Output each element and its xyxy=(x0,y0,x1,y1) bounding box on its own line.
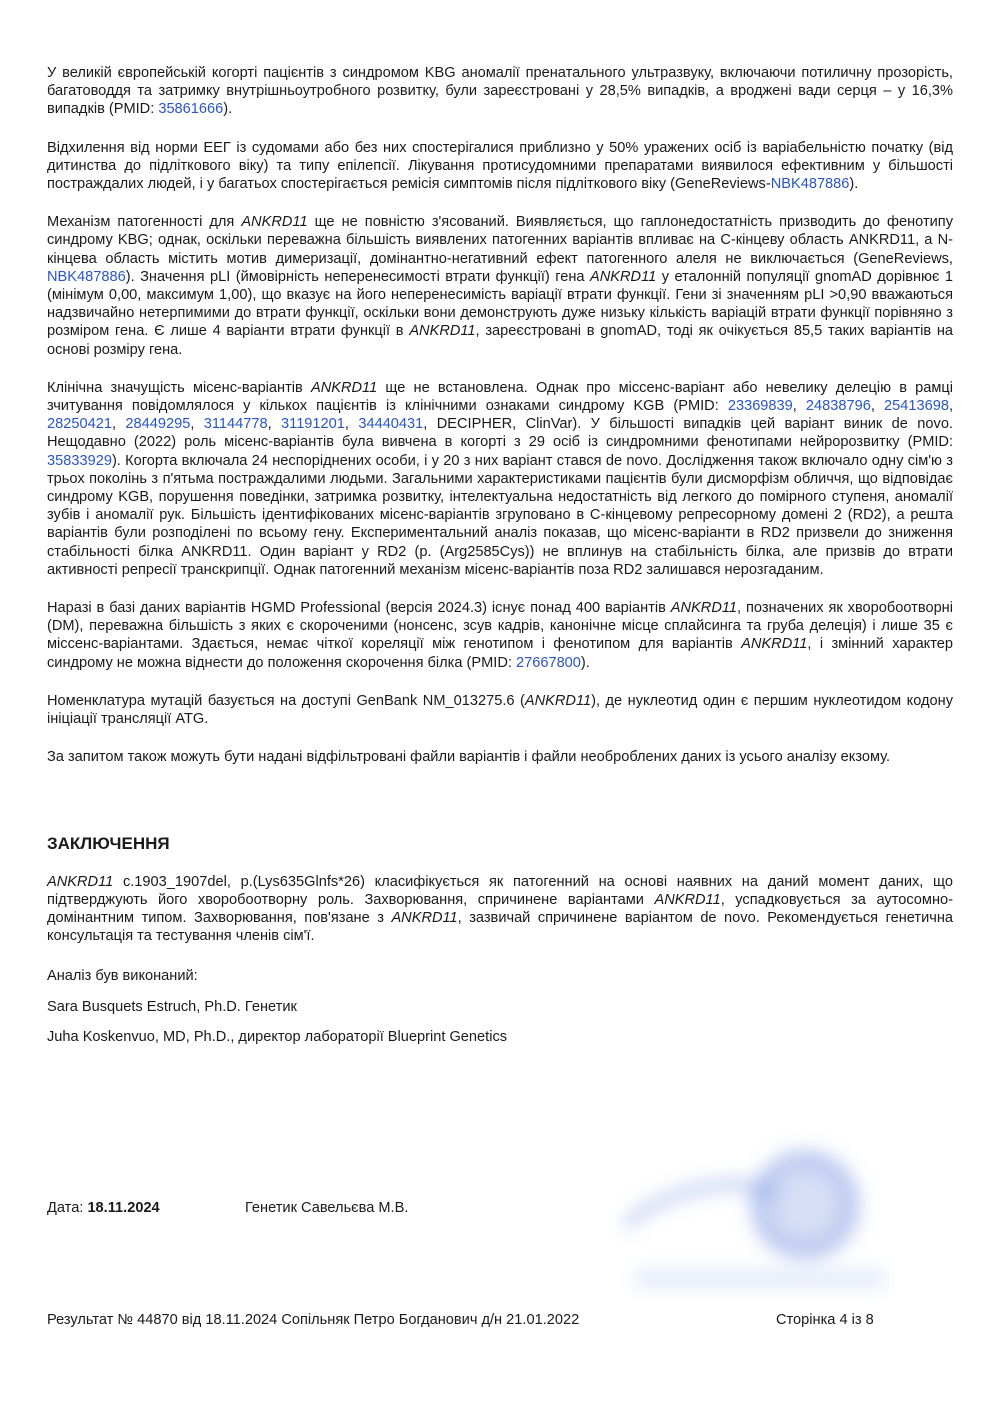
text-run: ). Когорта включала 24 неспоріднених особи, і у 20 з них варіант стався de novo. Дослідження також включало одну сім'ю з трьох поколінь з п'ятьма постраждалими людьми. Загальними характеристиками пацієнтів були дисморфізм обличчя, що відповідає синдрому KGB, порушення поведінки, затримка розвитку, інтелектуальна недостатність від легкого до помірного ступеня, аномалії зубів і аномалії рук. Більшість ідентифікованих місенс-варіантів згруповано в C-кінцевому репресорному домені 2 (RD2), а решта варіантів були розподілені по всьому гену. Експериментальний аналіз показав, що місенс-варіанти в RD2 призвели до зниження стабільності білка ANKRD11. Один варіант у RD2 (p. (Arg2585Cys)) не вплинув на стабільність білка, але призвів до втрати активності репресії транскрипції. Однак патогенний механізм місенс-варіантів поза RD2 залишався нерозгаданим. xyxy=(47,452,953,578)
body-paragraph xyxy=(47,692,953,728)
reference-link[interactable]: 31144778 xyxy=(203,416,268,433)
text-run: ще не повністю з'ясований. Виявляється, що гаплонедостатність призводить до фенотипу синдрому KBG; однак, оскільки переважна більшість виявлених патогенних варіантів впливає на C-кінцеву область ANKRD11, а N-кінцева область містить мотив димеризації, домінантно-негативний ефект патогенного алеля не виключається (GeneReviews, xyxy=(47,214,953,267)
text-run: ). Значення pLI (ймовірність неперенесимості втрати функції) гена xyxy=(125,268,590,285)
report-body xyxy=(47,64,953,1058)
text-run: ), де нуклеотид один є першим нуклеотидом кодону ініціації трансляції ATG. xyxy=(47,692,953,728)
reference-link[interactable]: 31191201 xyxy=(281,416,345,433)
gene-name: ANKRD11 xyxy=(47,873,114,890)
text-run: , xyxy=(111,416,126,433)
reference-link[interactable]: 35861666 xyxy=(158,101,224,118)
text-run: , xyxy=(870,398,884,415)
gene-name: ANKRD11 xyxy=(310,379,378,396)
signoff-person-1: Sara Busquets Estruch, Ph.D. Генетик xyxy=(47,998,297,1015)
signature-stamp xyxy=(615,1130,895,1300)
text-run: , позначених як хворобоотворні (DM), переважна більшість з яких є скороченими (нонсенс, зсув кадрів, канонічне місце сплайсинга та груба делеція) і лише 35 є міссенс-варіантами. Здається, немає чіткої кореляції між генотипом і фенотипом для варіантів xyxy=(47,600,953,653)
text-run: , успадковується за аутосомно-домінантним типом. Захворювання, пов'язане з xyxy=(47,891,953,926)
text-run: , xyxy=(267,416,282,433)
reference-link[interactable]: 25413698 xyxy=(884,398,949,415)
text-run: , xyxy=(948,398,953,415)
text-run: ще не встановлена. Однак про міссенс-варіант або невелику делецію в рамці зчитування повідомлялося у кількох пацієнтів із клінічними ознаками синдрому KGB (PMID: xyxy=(47,379,954,415)
reference-link[interactable]: 23369839 xyxy=(727,398,793,415)
text-run: , xyxy=(792,398,806,415)
text-run: , зареєстровані в gnomAD, тоді як очікується 85,5 таких варіантів на основі розміру гена. xyxy=(47,323,953,358)
date-row xyxy=(47,1200,160,1216)
gene-name: ANKRD11 xyxy=(391,909,458,926)
text-run: у еталонній популяції gnomAD дорівнює 1 (мінімум 0,00, максимум 1,00), що вказує на його неперенесимість варіації втрати функції. Гени зі значенням pLI >0,90 вважаються надзвичайно нетерпимими до втрати функції, оскільки вони демонструють дуже низьку кількість варіацій втрати функції порівняно з розміром гена. Є лише 4 варіанти втрати функції в xyxy=(47,268,954,340)
text-run: Клінічна значущість місенс-варіантів xyxy=(47,379,311,396)
body-paragraph xyxy=(47,748,953,766)
text-run: , зазвичай спричинене варіантом de novo. Рекомендується генетична консультація та тестування членів сім'ї. xyxy=(47,909,954,945)
gene-name: ANKRD11 xyxy=(524,692,592,709)
date-value: 18.11.2024 xyxy=(87,1200,160,1216)
reference-link[interactable]: 28449295 xyxy=(125,416,191,433)
signoff-person-2: Juha Koskenvuo, MD, Ph.D., директор лабораторії Blueprint Genetics xyxy=(47,1028,508,1045)
gene-name: ANKRD11 xyxy=(589,268,657,285)
gene-name: ANKRD11 xyxy=(670,600,738,617)
body-paragraph xyxy=(47,379,953,579)
reference-link[interactable]: 28250421 xyxy=(47,416,112,433)
reference-link[interactable]: NBK487886 xyxy=(47,268,126,285)
body-paragraph xyxy=(47,139,953,194)
reference-link[interactable]: 27667800 xyxy=(515,654,581,671)
text-run: ). xyxy=(849,176,859,193)
gene-name: ANKRD11 xyxy=(741,636,808,653)
gene-name: ANKRD11 xyxy=(654,891,721,908)
conclusion-paragraph xyxy=(47,873,953,946)
body-paragraph xyxy=(47,599,953,672)
text-run: За запитом також можуть бути надані відфільтровані файли варіантів і файли необроблених даних із усього аналізу екзому. xyxy=(47,749,891,766)
reference-link[interactable]: 24838796 xyxy=(805,398,871,415)
body-paragraph xyxy=(47,213,953,359)
text-run: ). xyxy=(580,654,590,671)
text-run: ). xyxy=(223,101,233,118)
text-run: , xyxy=(344,416,359,433)
text-run: Номенклатура мутацій базується на доступі GenBank NM_013275.6 ( xyxy=(47,692,525,709)
gene-name: ANKRD11 xyxy=(409,323,476,340)
text-run: У великій європейській когорті пацієнтів з синдромом KBG аномалії пренатального ультразвуку, включаючи потиличну прозорість, багатоводдя та затримку внутрішньоутробного розвитку, були зареєстровані у 28,5% випадків, а вроджені вади серця – у 16,3% випадків (PMID: xyxy=(47,65,953,118)
geneticist-name: Генетик Савельєва М.В. xyxy=(245,1200,409,1216)
text-run: Відхилення від норми ЕЕГ із судомами або без них спостерігалися приблизно у 50% уражених осіб із варіабельністю початку (від дитинства до підліткового віку) та типу епілепсії. Лікування протисудомними препаратами виявилося ефективним у більшості постраждалих людей, і у багатьох спостерігається ремісія симптомів після підліткового віку (GeneReviews- xyxy=(47,139,953,193)
reference-link[interactable]: NBK487886 xyxy=(770,176,850,193)
text-run: Механізм патогенності для xyxy=(47,214,242,231)
gene-name: ANKRD11 xyxy=(241,214,308,231)
text-run: Наразі в базі даних варіантів HGMD Professional (версія 2024.3) існує понад 400 варіантів xyxy=(47,600,671,617)
reference-link[interactable]: 35833929 xyxy=(47,452,112,469)
page-number: Сторінка 4 із 8 xyxy=(776,1312,874,1328)
text-run: , і змінний характер синдрому не можна віднести до положення скорочення білка (PMID: xyxy=(47,636,953,671)
text-run: , xyxy=(190,416,204,433)
paragraphs xyxy=(47,64,953,767)
date-label: Дата: xyxy=(47,1200,88,1216)
text-run: c.1903_1907del, p.(Lys635Glnfs*26) класифікується як патогенний на основі наявних на даний момент даних, що підтверджують його хворобоотворну роль. Захворювання, спричинене варіантами xyxy=(47,873,953,908)
text-run: , DECIPHER, ClinVar). У більшості випадків цей варіант виник de novo. Нещодавно (2022) роль місенс-варіантів була вивчена в когорті з 29 осіб із синдромними фенотипами нейророзвитку (PMID: xyxy=(47,416,953,451)
signoff-intro: Аналіз був виконаний: xyxy=(47,968,198,985)
footer-result: Результат № 44870 від 18.11.2024 Сопільняк Петро Богданович д/н 21.01.2022 xyxy=(47,1312,580,1328)
conclusion-heading: ЗАКЛЮЧЕННЯ xyxy=(47,833,170,853)
reference-link[interactable]: 34440431 xyxy=(358,416,424,433)
body-paragraph xyxy=(47,64,953,119)
